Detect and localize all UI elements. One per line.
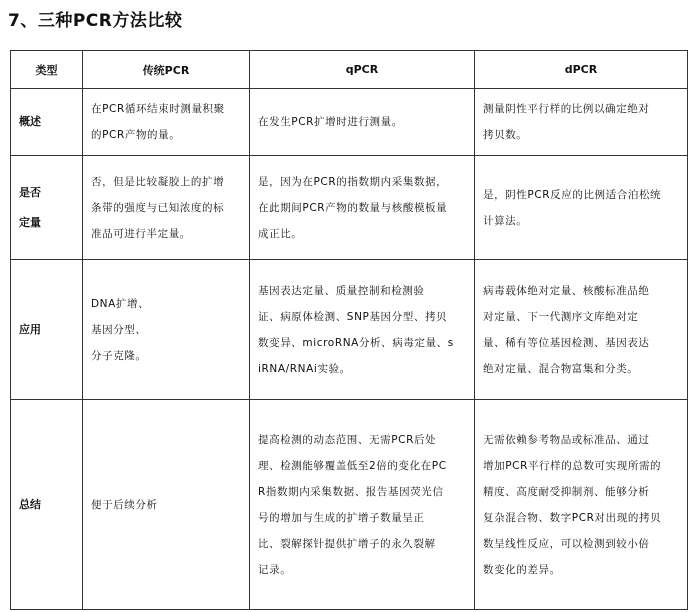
cell-text-line: 在PCR循环结束时测量积聚 — [91, 103, 225, 115]
cell-text-line: 基因表达定量、质量控制和检测验 — [258, 284, 425, 297]
cell-text-line: iRNA/RNAi实验。 — [258, 362, 351, 375]
cell-text-line: 证、病原体检测、SNP基因分型、拷贝 — [258, 310, 448, 323]
cell-text-line: 病毒载体绝对定量、核酸标准品绝 — [483, 284, 650, 297]
cell-text-line: 定量 — [19, 215, 41, 229]
row-application — [11, 260, 688, 400]
cell-text-line: 数变异、microRNA分析、病毒定量、s — [258, 336, 454, 349]
cell-qpcr — [250, 260, 475, 400]
cell-text-line: 复杂混合物、数字PCR对出现的拷贝 — [483, 511, 662, 524]
cell-text-line: 否，但是比较凝胶上的扩增 — [91, 175, 225, 188]
cell-text-line: 数变化的差异。 — [483, 563, 561, 576]
cell-traditional-pcr — [83, 89, 250, 156]
cell-text-line: 准品可进行半定量。 — [91, 227, 191, 240]
cell-text-line: 比、裂解探针提供扩增子的永久裂解 — [258, 537, 436, 550]
row-label — [11, 260, 83, 400]
cell-traditional-pcr — [83, 260, 250, 400]
cell-text-line: 测量阴性平行样的比例以确定绝对 — [483, 103, 650, 115]
cell-dpcr — [475, 156, 688, 260]
cell-text-line: 条带的强度与已知浓度的标 — [91, 201, 225, 214]
cell-text-line: 绝对定量、混合物富集和分类。 — [483, 362, 639, 375]
header-dpcr: dPCR — [475, 51, 688, 89]
cell-text-line: 是否 — [19, 185, 41, 199]
cell-traditional-pcr — [83, 400, 250, 610]
cell-qpcr — [250, 400, 475, 610]
cell-text-line: 记录。 — [258, 563, 292, 576]
cell-text-line: 是，阴性PCR反应的比例适合泊松统 — [483, 188, 662, 201]
header-type: 类型 — [11, 51, 83, 89]
cell-text-line: 总结 — [19, 497, 41, 511]
cell-text-line: 对定量、下一代测序文库绝对定 — [483, 310, 639, 323]
row-label — [11, 156, 83, 260]
cell-text-line: 在此期间PCR产物的数量与核酸模板量 — [258, 201, 448, 214]
header-traditional-pcr: 传统PCR — [83, 51, 250, 89]
cell-text-line: 号的增加与生成的扩增子数量呈正 — [258, 511, 425, 524]
cell-text-line: 基因分型、 — [91, 323, 147, 336]
cell-text-line: 拷贝数。 — [483, 129, 528, 141]
cell-text-line: 应用 — [19, 322, 41, 336]
row-overview — [11, 89, 688, 156]
cell-text-line: 数呈线性反应，可以检测到较小倍 — [483, 537, 650, 550]
cell-text-line: R指数期内采集数据、报告基因荧光信 — [258, 485, 444, 498]
pcr-comparison-table — [10, 50, 688, 610]
cell-text-line: 分子克隆。 — [91, 349, 147, 362]
row-quantitative — [11, 156, 688, 260]
cell-text-line: 成正比。 — [258, 227, 303, 240]
cell-text-line: 量、稀有等位基因检测、基因表达 — [483, 336, 650, 349]
page-title: 7、三种PCR方法比较 — [8, 11, 183, 31]
cell-text-line: 便于后续分析 — [91, 498, 158, 511]
cell-dpcr — [475, 89, 688, 156]
cell-text-line: 概述 — [19, 115, 41, 128]
cell-text-line: DNA扩增、 — [91, 297, 150, 310]
cell-qpcr — [250, 89, 475, 156]
cell-text-line: 理、检测能够覆盖低至2倍的变化在PC — [258, 459, 447, 472]
cell-text-line: 在发生PCR扩增时进行测量。 — [258, 116, 403, 128]
row-label — [11, 400, 83, 610]
cell-text-line: 计算法。 — [483, 214, 528, 227]
header-qpcr: qPCR — [250, 51, 475, 89]
cell-dpcr — [475, 260, 688, 400]
table-header-row — [11, 51, 688, 89]
cell-text-line: 增加PCR平行样的总数可实现所需的 — [483, 459, 662, 472]
cell-text-line: 的PCR产物的量。 — [91, 129, 181, 141]
cell-qpcr — [250, 156, 475, 260]
cell-text-line: 无需依赖参考物品或标准品、通过 — [483, 433, 650, 446]
cell-text-line: 精度、高度耐受抑制剂、能够分析 — [483, 485, 650, 498]
cell-text-line: 是，因为在PCR的指数期内采集数据， — [258, 175, 448, 188]
cell-dpcr — [475, 400, 688, 610]
cell-traditional-pcr — [83, 156, 250, 260]
row-label — [11, 89, 83, 156]
row-summary — [11, 400, 688, 610]
cell-text-line: 提高检测的动态范围、无需PCR后处 — [258, 433, 437, 446]
